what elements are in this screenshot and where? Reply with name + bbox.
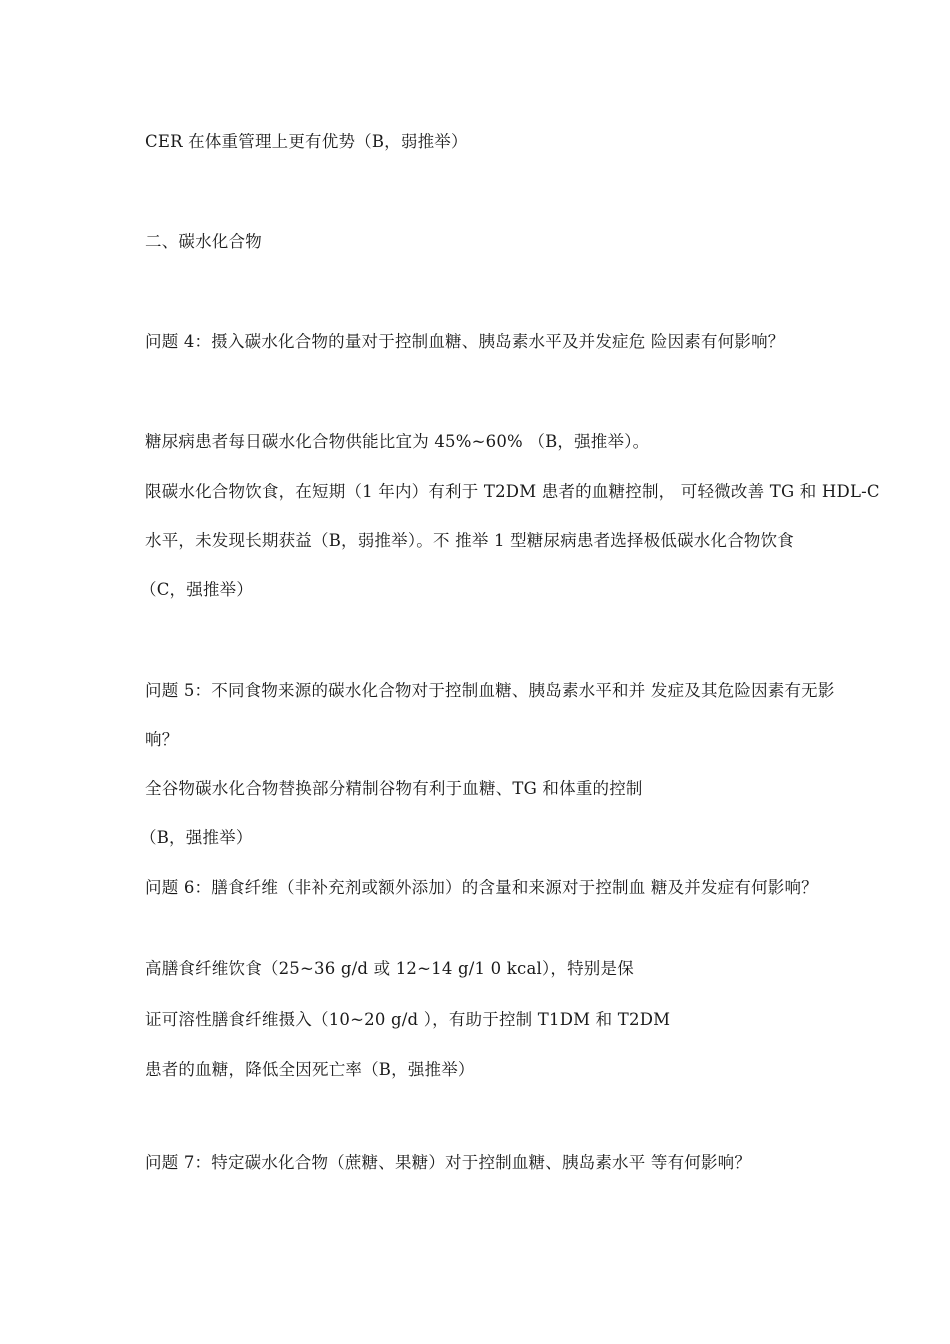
question-6: 问题 6：膳食纤维（非补充剂或额外添加）的含量和来源对于控制血 糖及并发症有何影响？ [145, 878, 818, 897]
recommendation-cer-weight: CER 在体重管理上更有优势（B，弱推举） [145, 132, 468, 151]
recommendation-grade: （B，强推举） [140, 828, 253, 847]
question-5-continued: 响？ [145, 730, 179, 749]
section-heading-carbohydrate: 二、碳水化合物 [145, 232, 262, 251]
recommendation-carb-ratio: 糖尿病患者每日碳水化合物供能比宜为 45%~60% （B，强推举）。 [145, 432, 650, 451]
question-5: 问题 5：不同食物来源的碳水化合物对于控制血糖、胰岛素水平和并 发症及其危险因素有无影 [145, 681, 835, 700]
paragraph-line: 证可溶性膳食纤维摄入（10~20 g/d ），有助于控制 T1DM 和 T2DM [145, 1010, 671, 1029]
question-7: 问题 7：特定碳水化合物（蔗糖、果糖）对于控制血糖、胰岛素水平 等有何影响？ [145, 1153, 752, 1172]
paragraph-line: 患者的血糖，降低全因死亡率（B，强推举） [145, 1060, 475, 1079]
paragraph-line: （C，强推举） [140, 580, 254, 599]
paragraph-line: 水平，未发现长期获益（B，弱推举）。不 推举 1 型糖尿病患者选择极低碳水化合物饮食 [145, 531, 795, 550]
recommendation-whole-grain: 全谷物碳水化合物替换部分精制谷物有利于血糖、TG 和体重的控制 [145, 779, 643, 798]
question-4: 问题 4：摄入碳水化合物的量对于控制血糖、胰岛素水平及并发症危 险因素有何影响？ [145, 332, 785, 351]
paragraph-line: 限碳水化合物饮食，在短期（1 年内）有利于 T2DM 患者的血糖控制， 可轻微改善 TG 和 HDL-C [145, 482, 880, 501]
recommendation-fiber: 高膳食纤维饮食（25~36 g/d 或 12~14 g/1 0 kcal），特别是保 [145, 959, 634, 978]
